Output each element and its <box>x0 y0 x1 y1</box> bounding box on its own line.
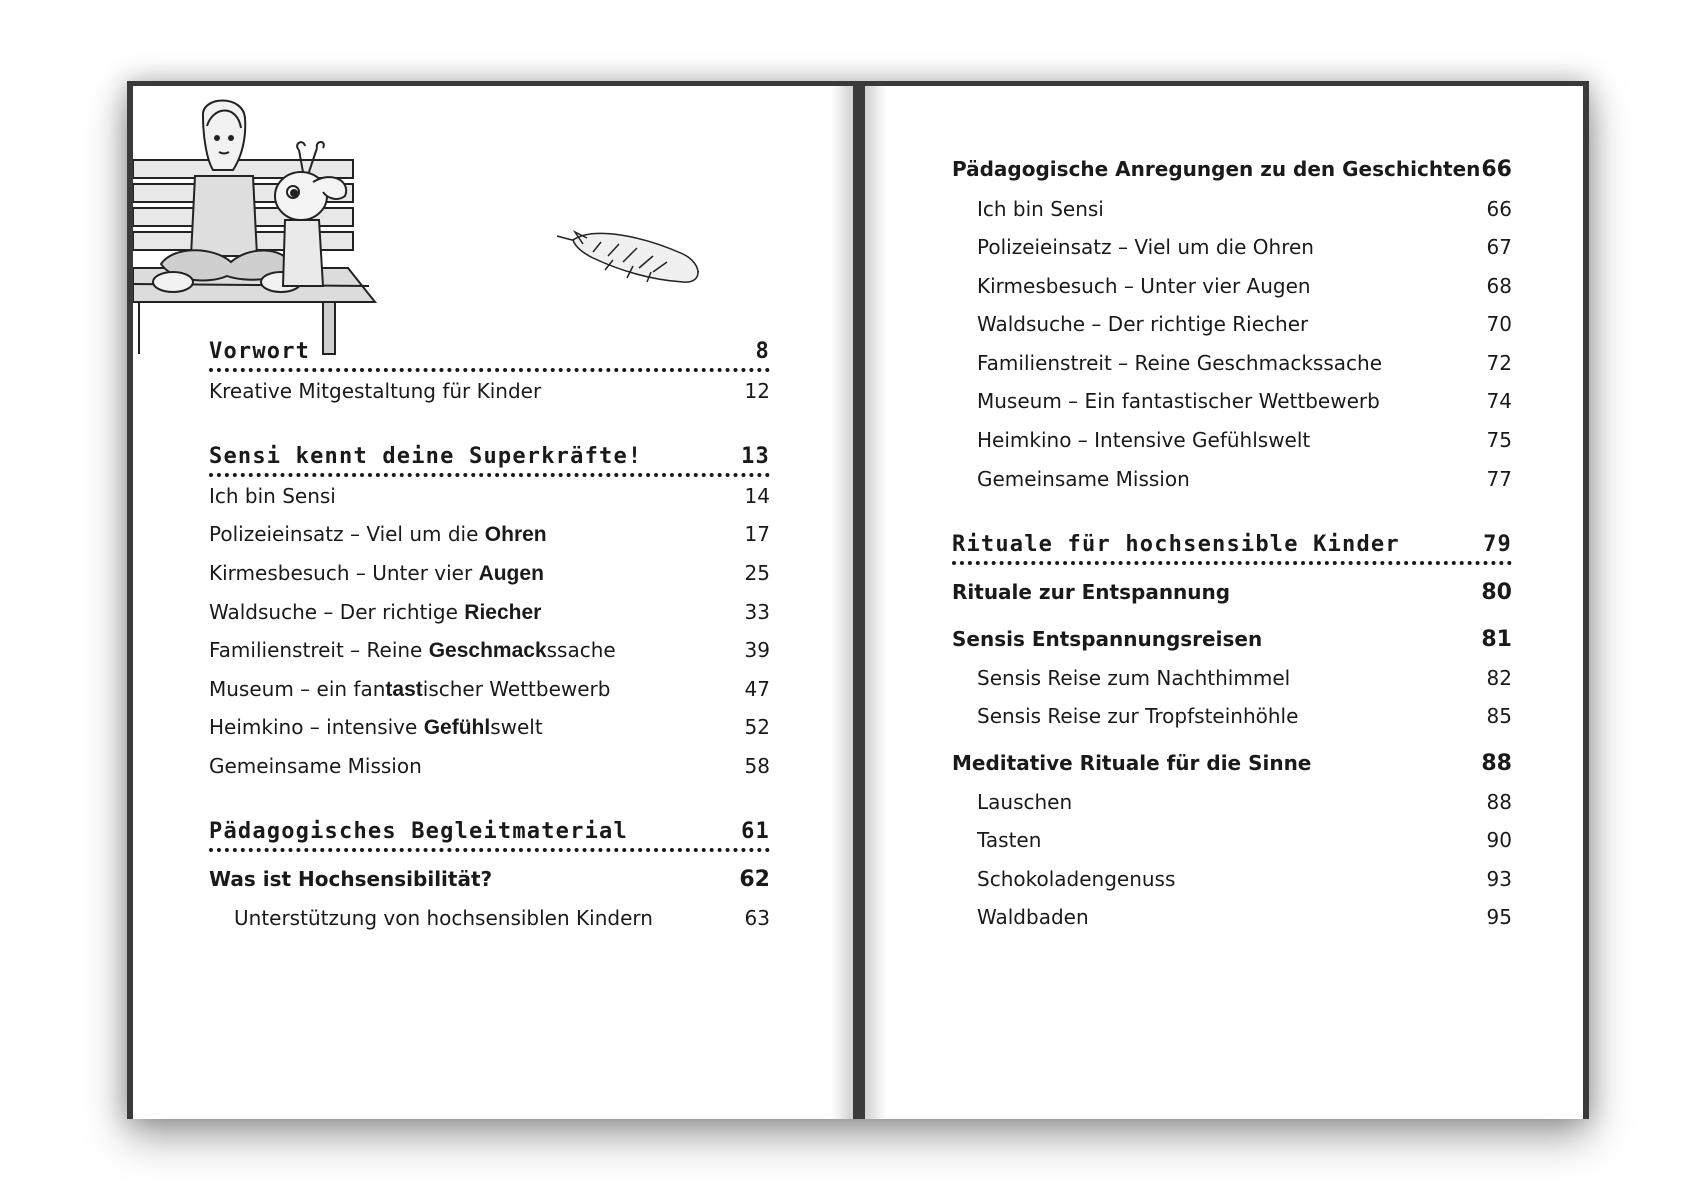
toc-entry <box>209 715 770 740</box>
toc-entry <box>977 467 1512 491</box>
toc-page-number: 77 <box>1486 467 1512 491</box>
toc-entry-title: Was ist Hochsensibilität? <box>209 867 493 891</box>
toc-entry-title: Heimkino – Intensive Gefühlswelt <box>977 428 1311 452</box>
toc-page-number: 61 <box>741 819 770 844</box>
toc-entry-title: Vorwort <box>209 339 311 364</box>
toc-entry-title <box>209 561 544 586</box>
feather-illustration <box>553 226 703 296</box>
toc-entry-title: Ich bin Sensi <box>977 197 1104 221</box>
toc-text: Museum – ein fan <box>209 677 386 701</box>
toc-entry <box>209 819 770 852</box>
toc-page-number: 95 <box>1486 905 1512 929</box>
toc-entry <box>209 561 770 586</box>
toc-entry-title <box>209 522 547 547</box>
toc-text: Familienstreit – Reine <box>209 638 429 662</box>
toc-page-number: 70 <box>1486 312 1512 336</box>
toc-page-number: 63 <box>744 906 770 930</box>
toc-entry <box>977 666 1512 690</box>
toc-entry <box>977 312 1512 336</box>
toc-entry-title: Tasten <box>977 828 1042 852</box>
toc-page-number: 8 <box>755 339 770 364</box>
toc-entry-title: Sensi kennt deine Superkräfte! <box>209 444 643 469</box>
toc-entry <box>209 444 770 477</box>
toc-entry <box>952 627 1512 652</box>
toc-entry <box>977 790 1512 814</box>
toc-entry-title: Gemeinsame Mission <box>209 754 422 778</box>
toc-entry-title: Polizeieinsatz – Viel um die Ohren <box>977 235 1314 259</box>
toc-entry-title: Ich bin Sensi <box>209 484 336 508</box>
toc-page-number: 90 <box>1486 828 1512 852</box>
toc-entry-title: Rituale für hochsensible Kinder <box>952 532 1400 557</box>
toc-entry-title: Waldbaden <box>977 905 1089 929</box>
toc-highlight: Augen <box>478 562 544 585</box>
toc-highlight: tast <box>385 678 423 701</box>
toc-text: Kirmesbesuch – Unter vier <box>209 561 479 585</box>
toc-entry <box>209 600 770 625</box>
toc-text: ischer Wettbewerb <box>422 677 611 701</box>
toc-page-number: 33 <box>744 600 770 624</box>
toc-page-number: 14 <box>744 484 770 508</box>
toc-entry <box>977 197 1512 221</box>
toc-page-number: 85 <box>1486 704 1512 728</box>
toc-entry-title <box>209 677 610 702</box>
toc-page-number: 88 <box>1486 790 1512 814</box>
toc-text: ssache <box>546 638 616 662</box>
toc-entry <box>977 828 1512 852</box>
toc-entry-title: Museum – Ein fantastischer Wettbewerb <box>977 389 1380 413</box>
toc-page-number: 52 <box>744 715 770 739</box>
toc-entry <box>234 906 770 930</box>
toc-page-number: 67 <box>1486 235 1512 259</box>
toc-entry <box>977 235 1512 259</box>
toc-entry <box>209 754 770 778</box>
toc-page-number: 62 <box>739 867 770 892</box>
toc-entry-title <box>209 715 543 740</box>
toc-entry <box>209 379 770 403</box>
toc-entry <box>209 638 770 663</box>
toc-entry <box>952 532 1512 565</box>
toc-entry <box>977 867 1512 891</box>
toc-entry <box>209 339 770 372</box>
toc-entry-title <box>209 600 541 625</box>
toc-entry <box>977 428 1512 452</box>
toc-entry-title: Meditative Rituale für die Sinne <box>952 751 1312 775</box>
toc-entry <box>977 389 1512 413</box>
toc-highlight: Geschmack <box>428 639 547 662</box>
toc-highlight: Gefühl <box>423 716 491 739</box>
toc-page-number: 58 <box>744 754 770 778</box>
toc-page-number: 72 <box>1486 351 1512 375</box>
toc-page-number: 74 <box>1486 389 1512 413</box>
toc-page-number: 66 <box>1486 197 1512 221</box>
toc-text: swelt <box>490 715 543 739</box>
toc-page-number: 66 <box>1481 157 1512 182</box>
toc-page-number: 68 <box>1486 274 1512 298</box>
toc-highlight: Ohren <box>484 523 547 546</box>
toc-entry <box>209 484 770 508</box>
toc-page-number: 17 <box>744 522 770 546</box>
toc-entry <box>209 867 770 892</box>
toc-entry-title: Sensis Entspannungsreisen <box>952 627 1263 651</box>
toc-page-number: 81 <box>1481 627 1512 652</box>
book-spread <box>127 81 1589 1119</box>
toc-entry-title: Sensis Reise zur Tropfsteinhöhle <box>977 704 1299 728</box>
toc-page-number: 93 <box>1486 867 1512 891</box>
toc-entry-title: Pädagogische Anregungen zu den Geschichten <box>952 157 1481 181</box>
toc-page-number: 39 <box>744 638 770 662</box>
toc-entry <box>952 157 1512 182</box>
toc-page-number: 25 <box>744 561 770 585</box>
toc-entry-title: Unterstützung von hochsensiblen Kindern <box>234 906 653 930</box>
toc-page-number: 82 <box>1486 666 1512 690</box>
toc-entry-title <box>209 638 616 663</box>
toc-entry <box>952 751 1512 776</box>
toc-entry-title: Kreative Mitgestaltung für Kinder <box>209 379 542 403</box>
toc-entry <box>209 522 770 547</box>
toc-entry <box>209 677 770 702</box>
toc-page-number: 80 <box>1481 580 1512 605</box>
toc-entry-title: Sensis Reise zum Nachthimmel <box>977 666 1291 690</box>
toc-page-number: 13 <box>741 444 770 469</box>
toc-page-number: 88 <box>1481 751 1512 776</box>
toc-entry <box>952 580 1512 605</box>
toc-entry-title: Schokoladengenuss <box>977 867 1176 891</box>
toc-entry-title: Kirmesbesuch – Unter vier Augen <box>977 274 1311 298</box>
toc-text: Polizeieinsatz – Viel um die <box>209 522 485 546</box>
toc-page-number: 12 <box>744 379 770 403</box>
toc-entry-title: Lauschen <box>977 790 1073 814</box>
right-page <box>865 86 1583 1119</box>
girl-on-bench-illustration <box>133 86 383 356</box>
toc-entry-title: Waldsuche – Der richtige Riecher <box>977 312 1309 336</box>
toc-entry-title: Familienstreit – Reine Geschmackssache <box>977 351 1382 375</box>
toc-entry <box>977 704 1512 728</box>
toc-page-number: 47 <box>744 677 770 701</box>
toc-entry <box>977 905 1512 929</box>
toc-entry-title: Rituale zur Entspannung <box>952 580 1231 604</box>
toc-text: Waldsuche – Der richtige <box>209 600 465 624</box>
toc-highlight: Riecher <box>464 601 542 624</box>
toc-entry <box>977 274 1512 298</box>
toc-entry-title: Pädagogisches Begleitmaterial <box>209 819 628 844</box>
toc-entry-title: Gemeinsame Mission <box>977 467 1190 491</box>
toc-page-number: 75 <box>1486 428 1512 452</box>
toc-entry <box>977 351 1512 375</box>
left-page <box>133 86 853 1119</box>
toc-text: Heimkino – intensive <box>209 715 424 739</box>
toc-page-number: 79 <box>1483 532 1512 557</box>
